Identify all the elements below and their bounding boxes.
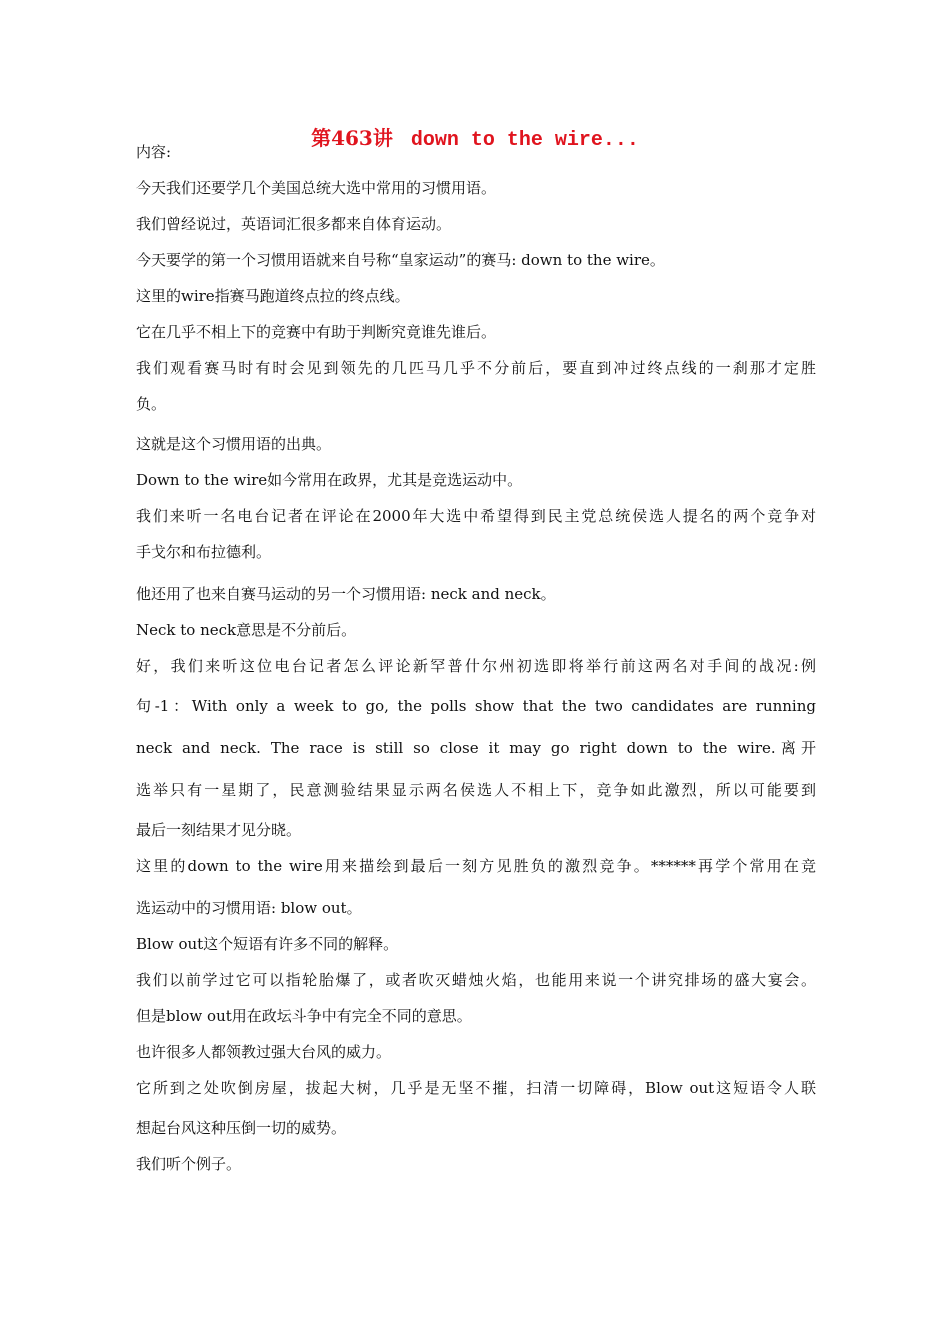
paragraph-10-line-1: 我们来听一名电台记者在评论在2000年大选中希望得到民主党总统侯选人提名的两个竞争对	[136, 507, 816, 525]
paragraph-10-line-2: 手戈尔和布拉德利。	[136, 543, 272, 561]
paragraph-13-line-4: 选举只有一星期了，民意测验结果显示两名侯选人不相上下，竞争如此激烈，所以可能要到	[136, 781, 816, 799]
paragraph-20-line-1: 我们听个例子。	[136, 1155, 242, 1173]
paragraph-17-line-1: 但是blow out用在政坛斗争中有完全不同的意思。	[136, 1007, 472, 1025]
paragraph-7-line-1: 我们观看赛马时有时会见到领先的几匹马几乎不分前后，要直到冲过终点线的一刹那才定胜	[136, 359, 816, 377]
paragraph-1-line-1: 内容:	[136, 143, 172, 161]
paragraph-4-line-1: 今天要学的第一个习惯用语就来自号称“皇家运动”的赛马: down to the wire。	[136, 251, 665, 269]
paragraph-18-line-1: 也许很多人都领教过强大台风的威力。	[136, 1043, 392, 1061]
paragraph-2-line-1: 今天我们还要学几个美国总统大选中常用的习惯用语。	[136, 179, 497, 197]
paragraph-19-line-1: 它所到之处吹倒房屋，拔起大树，几乎是无坚不摧，扫清一切障碍，Blow out这短语令人联	[136, 1079, 816, 1097]
paragraph-11-line-1: 他还用了也来自赛马运动的另一个习惯用语: neck and neck。	[136, 585, 556, 603]
paragraph-16-line-1: 我们以前学过它可以指轮胎爆了，或者吹灭蜡烛火焰，也能用来说一个讲究排场的盛大宴会。	[136, 971, 816, 989]
title-english: down to the wire...	[410, 129, 639, 152]
paragraph-14-line-1: 这里的down to the wire用来描绘到最后一刻方见胜负的激烈竞争。******再学个常用在竞	[136, 857, 816, 875]
paragraph-14-line-2: 选运动中的习惯用语: blow out。	[136, 899, 362, 917]
paragraph-6-line-1: 它在几乎不相上下的竞赛中有助于判断究竟谁先谁后。	[136, 323, 497, 341]
paragraph-9-line-1: Down to the wire如今常用在政界，尤其是竞选运动中。	[136, 471, 523, 489]
title-number: 第463讲	[311, 126, 393, 150]
paragraph-8-line-1: 这就是这个习惯用语的出典。	[136, 435, 332, 453]
paragraph-19-line-2: 想起台风这种压倒一切的威势。	[136, 1119, 347, 1137]
paragraph-13-line-5: 最后一刻结果才见分晓。	[136, 821, 302, 839]
paragraph-15-line-1: Blow out这个短语有许多不同的解释。	[136, 935, 399, 953]
paragraph-7-line-2: 负。	[136, 395, 167, 413]
paragraph-5-line-1: 这里的wire指赛马跑道终点拉的终点线。	[136, 287, 410, 305]
paragraph-13-line-2: 句-1：With only a week to go, the polls show that the two candidates are running	[136, 697, 816, 715]
paragraph-12-line-1: Neck to neck意思是不分前后。	[136, 621, 357, 639]
paragraph-13-line-1: 好，我们来听这位电台记者怎么评论新罕普什尔州初选即将举行前这两名对手间的战况:例	[136, 657, 816, 675]
paragraph-13-line-3: neck and neck. The race is still so close it may go right down to the wire.离开	[136, 739, 816, 757]
paragraph-3-line-1: 我们曾经说过，英语词汇很多都来自体育运动。	[136, 215, 452, 233]
